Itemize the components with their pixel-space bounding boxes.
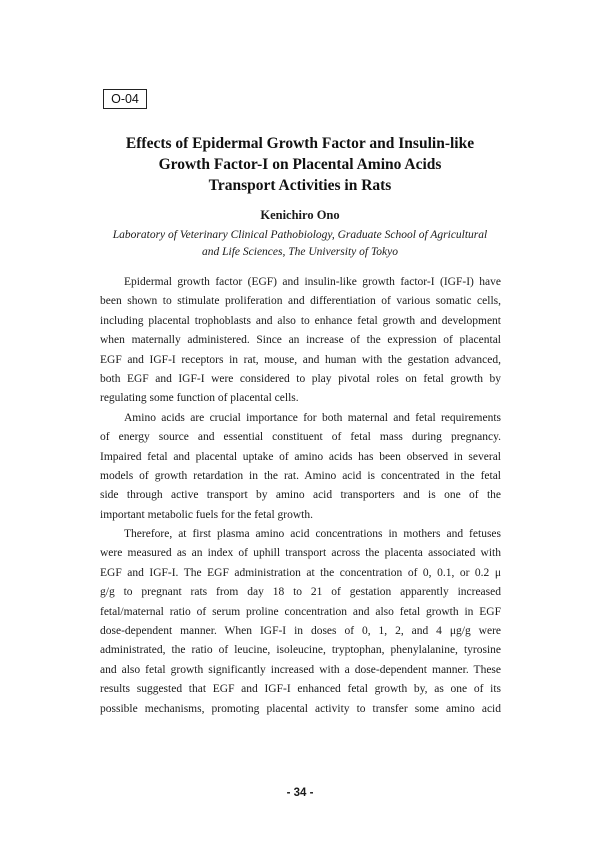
body-line: important metabolic fuels for the fetal growth. [100, 508, 314, 521]
body-line: models of growth retardation in the rat. Amino acid is concentrated in the fetal [100, 469, 501, 482]
abstract-label: O-04 [103, 89, 147, 109]
abstract-body [100, 273, 501, 719]
body-line: results suggested that EGF and IGF-I enhanced fetal growth by, as one of its [100, 683, 501, 696]
body-line: dose-dependent manner. When IGF-I in doses of 0, 1, 2, and 4 μg/g were [100, 625, 501, 638]
body-line: of energy source and essential constituent of fetal mass during pregnancy. [100, 431, 501, 444]
body-line: and also fetal growth significantly increased with a dose-dependent manner. These [100, 663, 501, 676]
affiliation-line: Laboratory of Veterinary Clinical Pathobiology, Graduate School of Agricultural [112, 229, 488, 241]
body-line: EGF and IGF-I receptors in rat, mouse, and human with the gestation advanced, [100, 353, 501, 366]
body-line: Impaired fetal and placental uptake of amino acids has been observed in several [100, 450, 501, 463]
body-line: Epidermal growth factor (EGF) and insulin-like growth factor-I (IGF-I) have [124, 276, 501, 288]
body-line: Therefore, at first plasma amino acid concentrations in mothers and fetuses [124, 528, 501, 541]
page-number: - 34 - [286, 787, 314, 799]
author-name: Kenichiro Ono [260, 208, 340, 222]
affiliation-line: and Life Sciences, The University of Tokyo [202, 246, 398, 258]
body-line: Amino acids are crucial importance for both maternal and fetal requirements [124, 411, 501, 424]
title-line: Transport Activities in Rats [208, 177, 392, 194]
body-line: administrated, the ratio of leucine, isoleucine, tryptophan, phenylalanine, tyrosine [100, 644, 501, 657]
body-line: possible mechanisms, promoting placental activity to transfer some amino acid [100, 702, 501, 715]
body-line: fetal/maternal ratio of serum proline concentration and also fetal growth in EGF [100, 605, 501, 618]
body-line: both EGF and IGF-I were considered to play pivotal roles on fetal growth by [100, 372, 501, 385]
body-line: side through active transport by amino acid transporters and is one of the [100, 489, 501, 502]
body-line: regulating some function of placental cells. [100, 392, 299, 405]
affiliation [80, 227, 520, 261]
body-line: EGF and IGF-I. The EGF administration at the concentration of 0, 0.1, or 0.2 μ [100, 566, 501, 579]
body-line: including placental trophoblasts and also to enhance fetal growth and development [100, 314, 501, 327]
body-line: were measured as an index of uphill transport across the placenta associated with [100, 547, 501, 560]
title-line: Effects of Epidermal Growth Factor and Insulin-like [125, 135, 475, 152]
body-line: g/g to pregnant rats from day 18 to 21 of gestation apparently increased [100, 586, 501, 599]
body-line: been shown to stimulate proliferation and differentiation of various somatic cells, [100, 295, 501, 308]
title-line: Growth Factor-I on Placental Amino Acids [158, 156, 442, 173]
body-line: when maternally administered. Since an increase of the expression of placental [100, 334, 501, 347]
paper-title [60, 133, 540, 196]
